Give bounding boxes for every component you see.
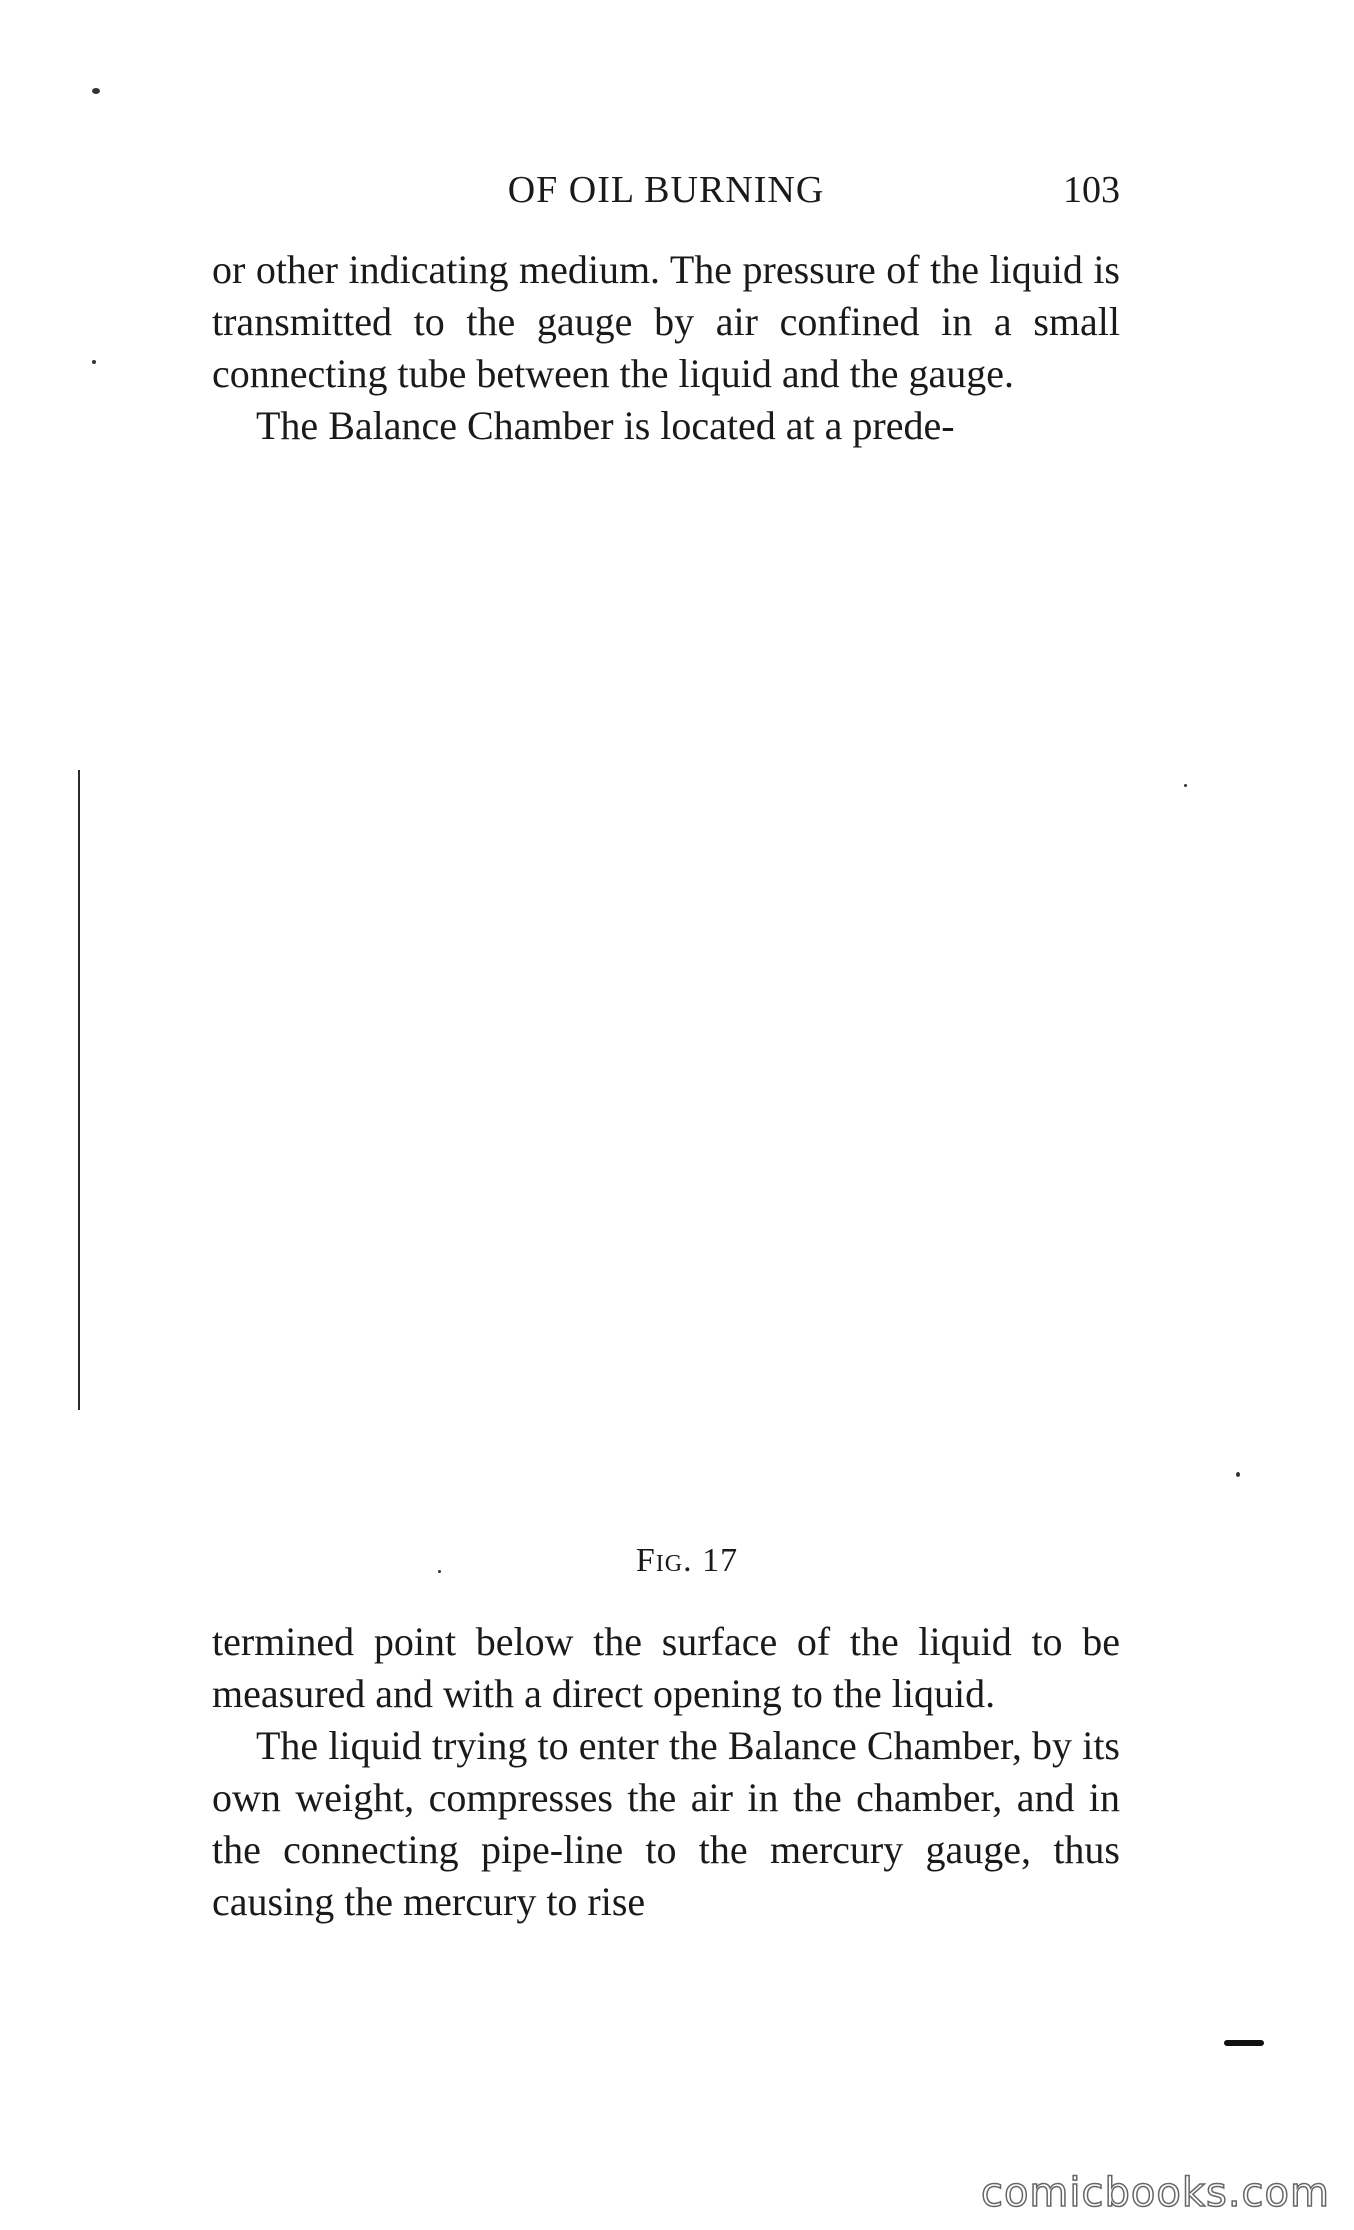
scan-speck [1184, 784, 1187, 787]
bottom-text-block [212, 1616, 1120, 1928]
scan-speck [438, 1570, 441, 1573]
scan-speck [1236, 1472, 1240, 1477]
paragraph-balance-chamber: The Balance Chamber is located at a prede- [256, 403, 955, 448]
running-head [212, 168, 1120, 216]
figure-caption [0, 1542, 1354, 1580]
figure-caption-number: 17 [702, 1542, 739, 1579]
scan-artifact-line [78, 770, 80, 1410]
scan-speck [92, 88, 100, 94]
paragraph-liquid-trying: The liquid trying to enter the Balance Chamber, by its own weight, compresses the air in the chamber, and in the connecting pipe-line to the mercury gauge, thus causing the mercury to rise [212, 1723, 1120, 1924]
scan-speck [92, 360, 96, 364]
figure-blank-area [212, 560, 1120, 1520]
figure-caption-prefix: Fig. [635, 1542, 693, 1579]
watermark-logo: comicbooks.com [980, 2170, 1330, 2216]
running-title: OF OIL BURNING [507, 169, 825, 211]
scan-dash-mark [1224, 2040, 1264, 2046]
paragraph-continuation: or other indicating medium. The pressure of the liquid is transmitted to the gauge by air confined in a small connecting tube between the liquid and the gauge. [212, 247, 1120, 396]
paragraph-termined-point: termined point below the surface of the liquid to be measured and with a direct opening to the liquid. [212, 1619, 1120, 1716]
top-text-block [212, 244, 1120, 452]
page-number: 103 [1063, 169, 1120, 211]
